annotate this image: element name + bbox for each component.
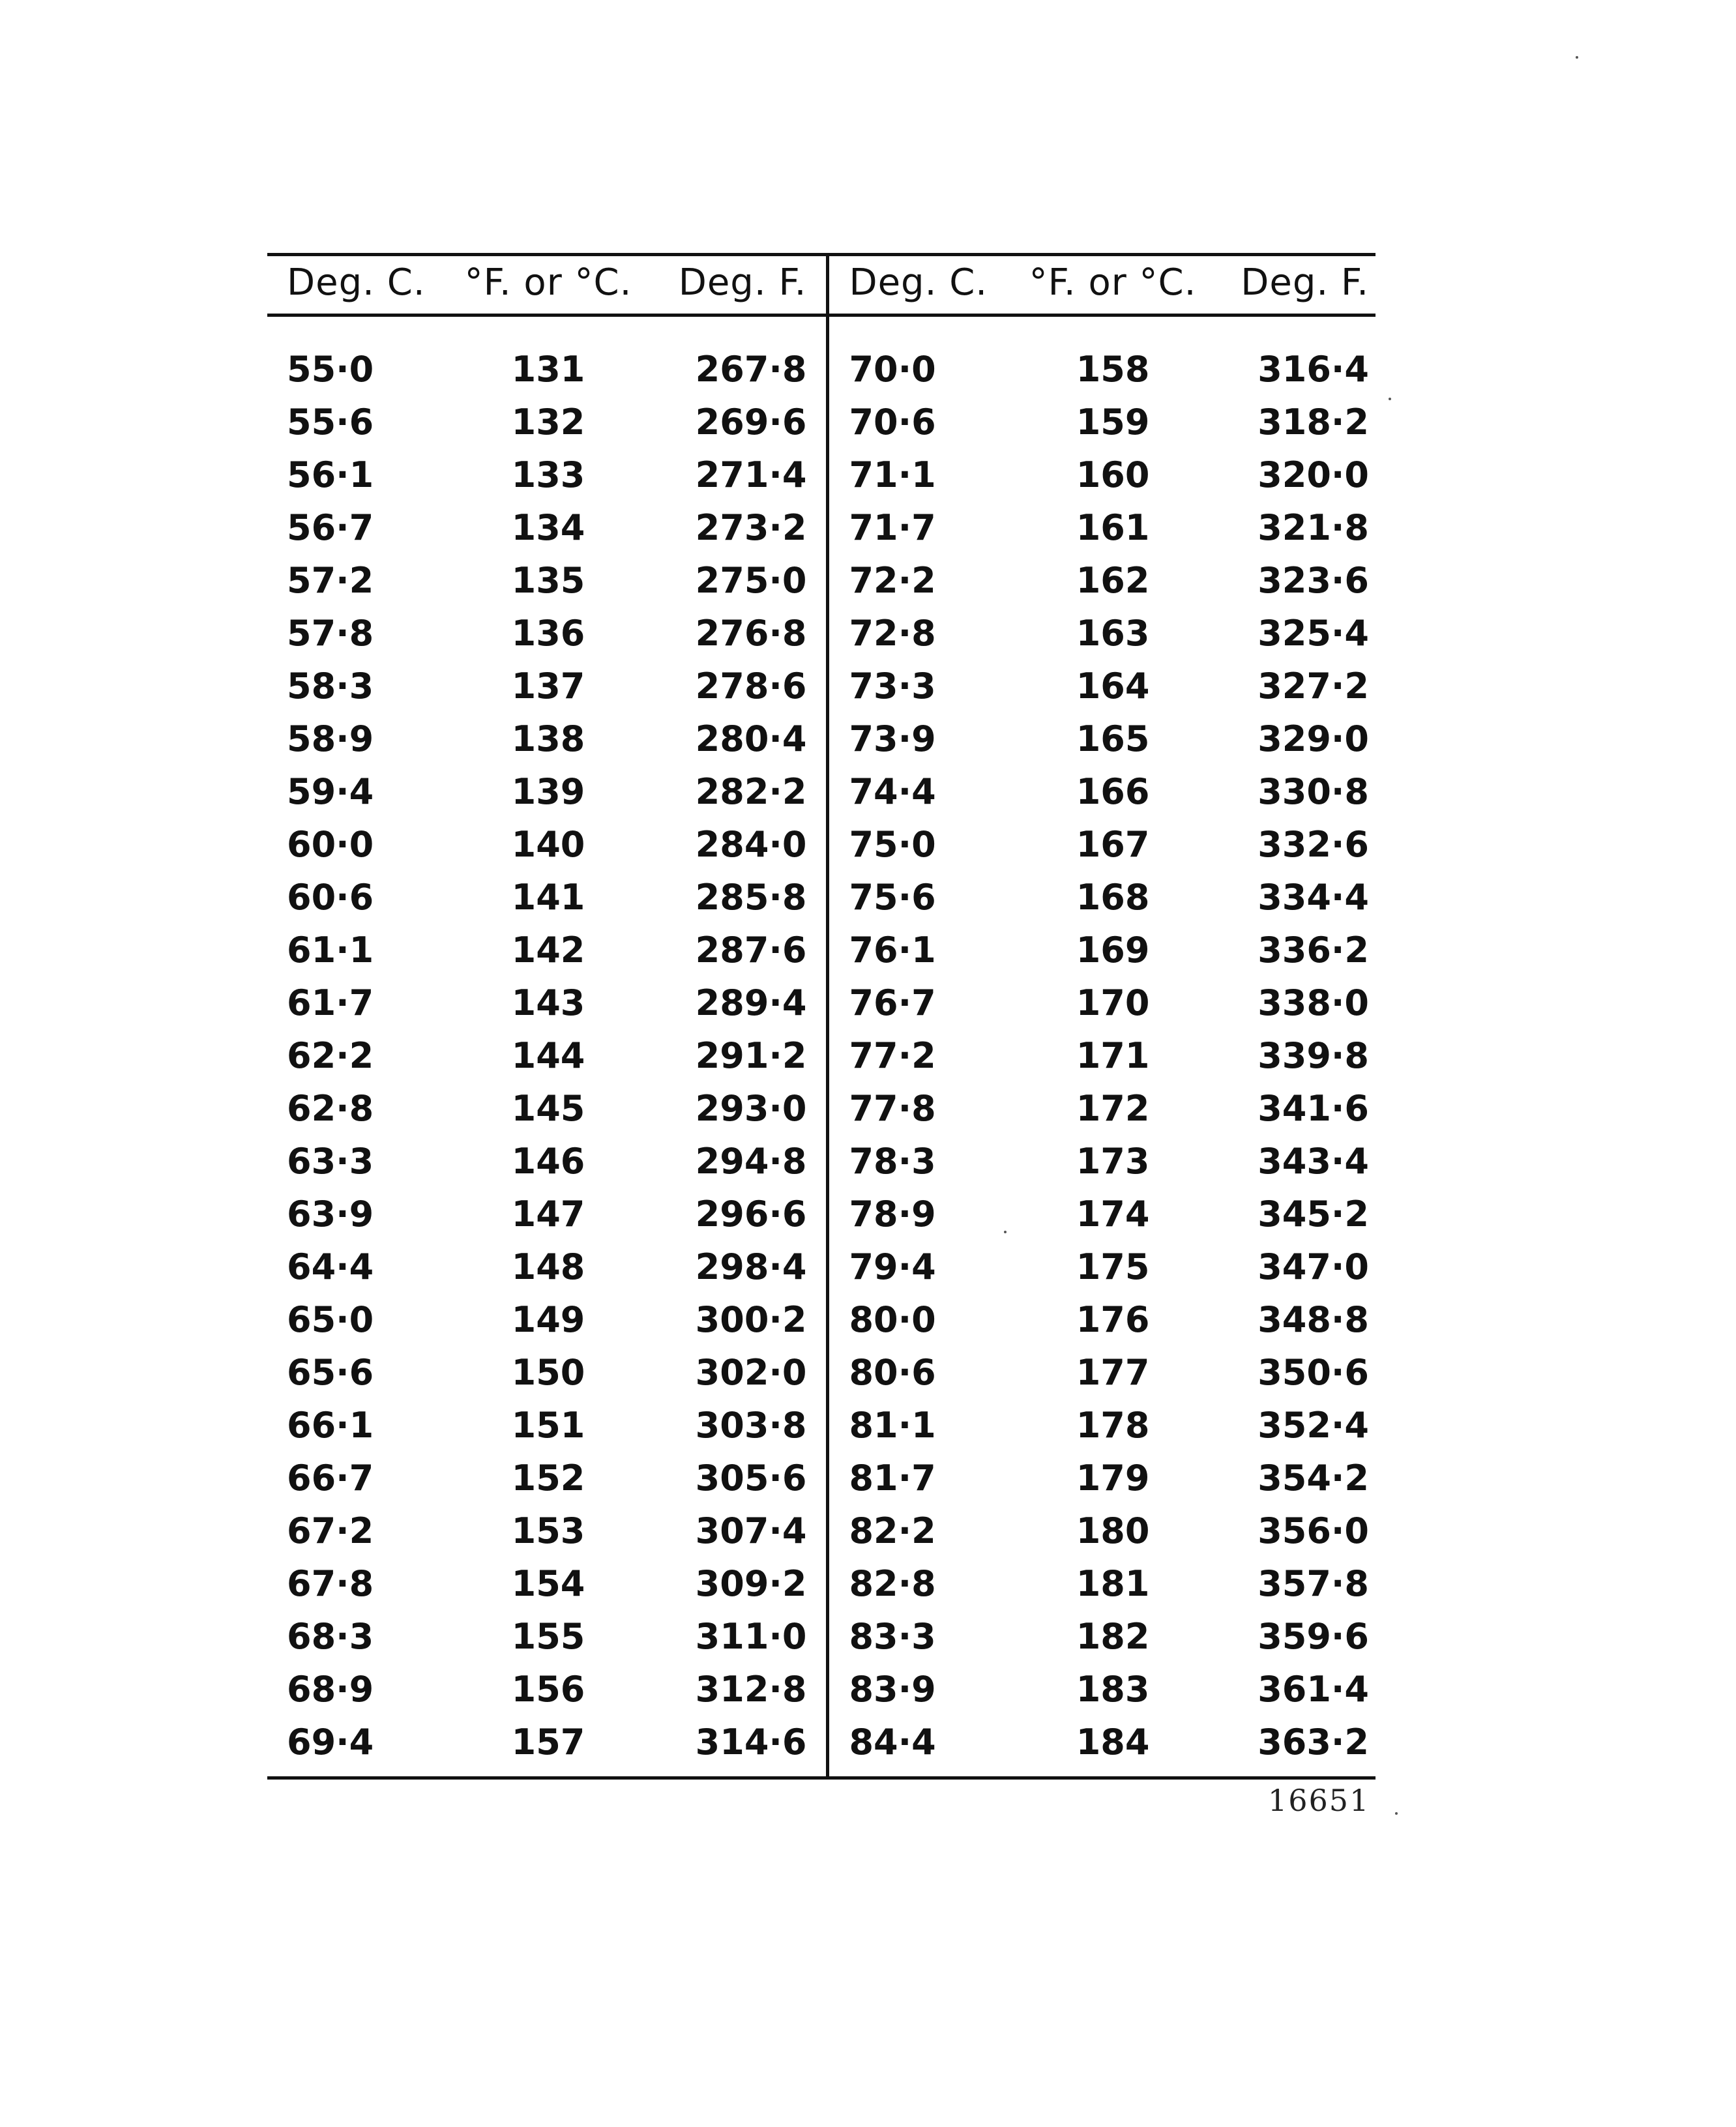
cell-f-or-c-left: 153	[511, 1510, 585, 1551]
cell-deg-f-left: 291·2	[649, 1029, 828, 1082]
cell-deg-f-left: 302·0	[649, 1346, 828, 1399]
cell-f-or-c-right: 176	[1076, 1299, 1150, 1340]
cell-deg-f-left: 312·8	[649, 1663, 828, 1716]
cell-f-or-c-right: 159	[1076, 402, 1150, 443]
cell-f-or-c-right: 164	[1076, 666, 1150, 707]
cell-deg-f-right: 361·4	[1258, 1669, 1369, 1710]
cell-f-or-c-right: 167	[1076, 824, 1150, 865]
cell-f-or-c-left: 152	[511, 1458, 585, 1499]
cell-f-or-c-right: 180	[1076, 1510, 1150, 1551]
cell-deg-c-left: 55·6	[287, 402, 374, 443]
cell-deg-c-right: 81·1	[849, 1405, 936, 1446]
cell-f-or-c-right: 166	[1076, 771, 1150, 812]
cell-f-or-c-left: 143	[511, 982, 585, 1023]
cell-f-or-c-left: 144	[511, 1035, 585, 1076]
table-row	[267, 976, 1376, 1029]
cell-deg-c-left: 65·0	[287, 1299, 374, 1340]
cell-deg-f-right: 341·6	[1258, 1088, 1369, 1129]
cell-deg-c-right: 70·0	[849, 349, 936, 390]
cell-deg-c-left: 56·1	[287, 454, 374, 495]
cell-deg-c-left: 61·1	[287, 930, 374, 971]
cell-deg-f-left: 311·0	[649, 1610, 828, 1663]
cell-deg-f-right: 318·2	[1258, 402, 1369, 443]
cell-f-or-c-left: 139	[511, 771, 585, 812]
cell-deg-f-right: 332·6	[1258, 824, 1369, 865]
table-row	[267, 660, 1376, 712]
cell-deg-f-left: 287·6	[649, 924, 828, 976]
cell-f-or-c-right: 179	[1076, 1458, 1150, 1499]
cell-f-or-c-right: 160	[1076, 454, 1150, 495]
cell-f-or-c-right: 162	[1076, 560, 1150, 601]
table-row	[267, 315, 1376, 396]
cell-deg-c-left: 63·9	[287, 1194, 374, 1235]
cell-deg-c-left: 67·2	[287, 1510, 374, 1551]
cell-f-or-c-left: 155	[511, 1616, 585, 1657]
cell-f-or-c-right: 173	[1076, 1141, 1150, 1182]
cell-f-or-c-right: 172	[1076, 1088, 1150, 1129]
cell-deg-c-right: 83·9	[849, 1669, 936, 1710]
cell-deg-c-left: 60·6	[287, 877, 374, 918]
cell-f-or-c-right: 158	[1076, 349, 1150, 390]
cell-f-or-c-right: 184	[1014, 1716, 1211, 1778]
cell-deg-c-right: 77·8	[849, 1088, 936, 1129]
cell-deg-c-right: 74·4	[849, 771, 936, 812]
cell-deg-c-right: 77·2	[849, 1035, 936, 1076]
table-body	[267, 315, 1376, 1778]
cell-deg-f-left: 303·8	[649, 1399, 828, 1452]
cell-f-or-c-left: 136	[511, 613, 585, 654]
table-header	[267, 255, 1376, 315]
cell-f-or-c-left: 156	[511, 1669, 585, 1710]
page-number: 16651	[1268, 1783, 1370, 1818]
cell-deg-f-right: 327·2	[1258, 666, 1369, 707]
cell-deg-f-left: 269·6	[649, 396, 828, 448]
cell-deg-f-right: 321·8	[1258, 507, 1369, 548]
cell-deg-f-right: 357·8	[1258, 1563, 1369, 1604]
table-row	[267, 1135, 1376, 1188]
cell-deg-f-right: 316·4	[1258, 349, 1369, 390]
table-row	[267, 871, 1376, 924]
cell-deg-f-left: 293·0	[649, 1082, 828, 1135]
cell-deg-c-left: 62·8	[287, 1088, 374, 1129]
cell-deg-f-left: 280·4	[649, 712, 828, 765]
cell-deg-c-right: 70·6	[849, 402, 936, 443]
cell-deg-c-left: 68·9	[287, 1669, 374, 1710]
cell-deg-c-right: 81·7	[849, 1458, 936, 1499]
cell-deg-f-right: 334·4	[1258, 877, 1369, 918]
cell-f-or-c-left: 147	[511, 1194, 585, 1235]
cell-deg-c-left: 59·4	[287, 771, 374, 812]
table-row	[267, 1293, 1376, 1346]
cell-deg-c-right: 73·3	[849, 666, 936, 707]
cell-f-or-c-left: 142	[511, 930, 585, 971]
cell-f-or-c-left: 150	[511, 1352, 585, 1393]
cell-deg-c-left: 68·3	[287, 1616, 374, 1657]
cell-deg-f-left: 267·8	[649, 315, 828, 396]
cell-f-or-c-right: 171	[1076, 1035, 1150, 1076]
cell-deg-f-left: 284·0	[649, 818, 828, 871]
cell-deg-f-left: 275·0	[649, 554, 828, 607]
cell-deg-f-right: 348·8	[1258, 1299, 1369, 1340]
table-row	[267, 1557, 1376, 1610]
table-row	[267, 1716, 1376, 1778]
cell-f-or-c-left: 138	[511, 718, 585, 759]
header-deg-f-right: Deg. F.	[1211, 255, 1376, 315]
table-row	[267, 924, 1376, 976]
cell-deg-f-left: 298·4	[649, 1240, 828, 1293]
cell-deg-f-right: 352·4	[1258, 1405, 1369, 1446]
cell-deg-c-right: 72·8	[849, 613, 936, 654]
header-deg-c-right: Deg. C.	[828, 255, 1014, 315]
cell-f-or-c-left: 151	[511, 1405, 585, 1446]
header-f-or-c-right: °F. or °C.	[1014, 255, 1211, 315]
cell-deg-c-left: 55·0	[287, 349, 374, 390]
cell-deg-f-left: 278·6	[649, 660, 828, 712]
cell-deg-f-right: 356·0	[1258, 1510, 1369, 1551]
cell-f-or-c-left: 145	[511, 1088, 585, 1129]
cell-deg-c-right: 75·0	[849, 824, 936, 865]
cell-deg-c-left: 58·9	[287, 718, 374, 759]
cell-deg-f-right: 325·4	[1258, 613, 1369, 654]
table-row	[267, 607, 1376, 660]
scan-speck	[1395, 1812, 1398, 1815]
cell-deg-f-left: 296·6	[649, 1188, 828, 1240]
table-row	[267, 712, 1376, 765]
cell-deg-f-left: 294·8	[649, 1135, 828, 1188]
cell-deg-f-right: 354·2	[1258, 1458, 1369, 1499]
table-row	[267, 818, 1376, 871]
cell-deg-f-right: 323·6	[1258, 560, 1369, 601]
cell-deg-c-left: 67·8	[287, 1563, 374, 1604]
cell-deg-c-left: 57·8	[287, 613, 374, 654]
cell-f-or-c-left: 154	[511, 1563, 585, 1604]
cell-f-or-c-right: 181	[1076, 1563, 1150, 1604]
cell-deg-f-right: 350·6	[1258, 1352, 1369, 1393]
cell-deg-c-left: 62·2	[287, 1035, 374, 1076]
cell-deg-f-right: 359·6	[1258, 1616, 1369, 1657]
table-row	[267, 1082, 1376, 1135]
cell-f-or-c-right: 163	[1076, 613, 1150, 654]
cell-deg-c-right: 82·8	[849, 1563, 936, 1604]
cell-f-or-c-left: 135	[511, 560, 585, 601]
cell-deg-f-left: 273·2	[649, 501, 828, 554]
cell-deg-f-left: 282·2	[649, 765, 828, 818]
table-row	[267, 501, 1376, 554]
cell-deg-c-right: 80·6	[849, 1352, 936, 1393]
cell-deg-f-left: 285·8	[649, 871, 828, 924]
cell-deg-c-right: 79·4	[849, 1246, 936, 1287]
table-row	[267, 1240, 1376, 1293]
cell-deg-c-right: 76·1	[849, 930, 936, 971]
cell-f-or-c-left: 133	[511, 454, 585, 495]
cell-deg-c-left: 66·7	[287, 1458, 374, 1499]
cell-deg-f-right: 329·0	[1258, 718, 1369, 759]
cell-f-or-c-left: 157	[447, 1716, 649, 1778]
cell-deg-c-right: 71·1	[849, 454, 936, 495]
cell-deg-c-left: 66·1	[287, 1405, 374, 1446]
cell-f-or-c-right: 170	[1076, 982, 1150, 1023]
cell-f-or-c-left: 148	[511, 1246, 585, 1287]
cell-f-or-c-left: 141	[511, 877, 585, 918]
cell-deg-c-left: 64·4	[287, 1246, 374, 1287]
cell-deg-f-left: 314·6	[649, 1716, 828, 1778]
temperature-conversion-table	[267, 253, 1376, 1780]
cell-f-or-c-right: 183	[1076, 1669, 1150, 1710]
table-row	[267, 1452, 1376, 1504]
cell-deg-f-right: 320·0	[1258, 454, 1369, 495]
cell-deg-f-right: 347·0	[1258, 1246, 1369, 1287]
table-row	[267, 1663, 1376, 1716]
cell-deg-c-left: 61·7	[287, 982, 374, 1023]
header-deg-c-left: Deg. C.	[267, 255, 447, 315]
cell-f-or-c-right: 182	[1076, 1616, 1150, 1657]
table-row	[267, 554, 1376, 607]
cell-f-or-c-left: 149	[511, 1299, 585, 1340]
table-row	[267, 1029, 1376, 1082]
cell-deg-c-left: 65·6	[287, 1352, 374, 1393]
cell-deg-f-left: 305·6	[649, 1452, 828, 1504]
cell-deg-c-right: 71·7	[849, 507, 936, 548]
cell-deg-c-right: 75·6	[849, 877, 936, 918]
scan-speck	[1004, 1231, 1007, 1233]
cell-deg-c-right: 78·3	[849, 1141, 936, 1182]
cell-f-or-c-right: 161	[1076, 507, 1150, 548]
cell-deg-f-left: 300·2	[649, 1293, 828, 1346]
cell-f-or-c-right: 169	[1076, 930, 1150, 971]
cell-f-or-c-left: 146	[511, 1141, 585, 1182]
cell-deg-f-right: 338·0	[1258, 982, 1369, 1023]
cell-deg-c-left: 60·0	[287, 824, 374, 865]
cell-deg-f-right: 339·8	[1258, 1035, 1369, 1076]
temperature-conversion-table-container	[267, 253, 1376, 1765]
cell-deg-c-left: 69·4	[267, 1716, 447, 1778]
cell-deg-f-right: 336·2	[1258, 930, 1369, 971]
cell-deg-c-right: 72·2	[849, 560, 936, 601]
cell-f-or-c-left: 140	[511, 824, 585, 865]
header-f-or-c-left: °F. or °C.	[447, 255, 649, 315]
cell-f-or-c-right: 175	[1076, 1246, 1150, 1287]
table-row	[267, 448, 1376, 501]
cell-deg-c-right: 83·3	[849, 1616, 936, 1657]
table-row	[267, 1610, 1376, 1663]
cell-deg-f-left: 289·4	[649, 976, 828, 1029]
cell-deg-f-right: 363·2	[1211, 1716, 1376, 1778]
table-row	[267, 1346, 1376, 1399]
cell-f-or-c-left: 137	[511, 666, 585, 707]
cell-f-or-c-left: 132	[511, 402, 585, 443]
cell-deg-c-right: 82·2	[849, 1510, 936, 1551]
cell-deg-c-right: 73·9	[849, 718, 936, 759]
cell-f-or-c-right: 178	[1076, 1405, 1150, 1446]
header-deg-f-left: Deg. F.	[649, 255, 828, 315]
cell-deg-f-right: 330·8	[1258, 771, 1369, 812]
cell-deg-c-left: 58·3	[287, 666, 374, 707]
cell-f-or-c-left: 134	[511, 507, 585, 548]
cell-f-or-c-left: 131	[511, 349, 585, 390]
cell-f-or-c-right: 165	[1076, 718, 1150, 759]
table-row	[267, 396, 1376, 448]
cell-deg-c-right: 76·7	[849, 982, 936, 1023]
cell-deg-c-left: 57·2	[287, 560, 374, 601]
cell-deg-f-right: 345·2	[1258, 1194, 1369, 1235]
cell-deg-c-left: 56·7	[287, 507, 374, 548]
table-row	[267, 1188, 1376, 1240]
cell-deg-f-left: 271·4	[649, 448, 828, 501]
cell-deg-f-left: 309·2	[649, 1557, 828, 1610]
cell-deg-c-right: 78·9	[849, 1194, 936, 1235]
scan-speck	[1389, 398, 1391, 400]
cell-deg-c-right: 80·0	[849, 1299, 936, 1340]
cell-deg-c-right: 84·4	[828, 1716, 1014, 1778]
scan-speck	[1576, 56, 1578, 59]
cell-deg-f-right: 343·4	[1258, 1141, 1369, 1182]
table-row	[267, 765, 1376, 818]
cell-deg-f-left: 307·4	[649, 1504, 828, 1557]
cell-f-or-c-right: 174	[1076, 1194, 1150, 1235]
cell-deg-c-left: 63·3	[287, 1141, 374, 1182]
table-row	[267, 1399, 1376, 1452]
cell-deg-f-left: 276·8	[649, 607, 828, 660]
cell-f-or-c-right: 168	[1076, 877, 1150, 918]
cell-f-or-c-right: 177	[1076, 1352, 1150, 1393]
header-row	[267, 255, 1376, 315]
table-row	[267, 1504, 1376, 1557]
